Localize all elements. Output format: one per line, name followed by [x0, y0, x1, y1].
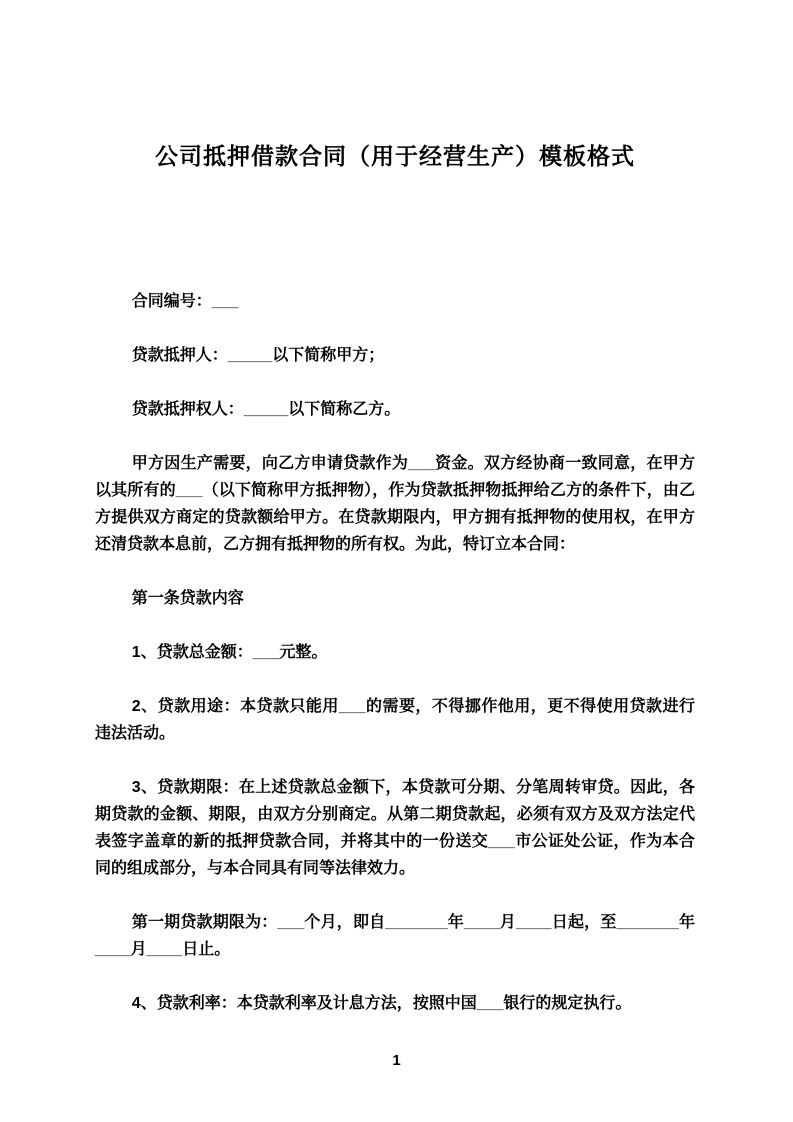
paragraph-clause-2-loan-purpose: 2、贷款用途：本贷款只能用___的需要，不得挪作他用，更不得使用贷款进行违法活动。 [95, 698, 695, 742]
paragraph-preamble: 甲方因生产需要，向乙方申请贷款作为___资金。双方经协商一致同意，在甲方以其所有的___（以下简称甲方抵押物），作为贷款抵押物抵押给乙方的条件下，由乙方提供双方商定的贷款额给甲方。在贷款期限内，甲方拥有抵押物的使用权，在甲方还清贷款本息前，乙方拥有抵押物的所有权。为此，特订立本合同： [95, 455, 695, 553]
page-number: 1 [392, 1052, 401, 1069]
paragraph-clause-4-loan-rate: 4、贷款利率：本贷款利率及计息方法，按照中国___银行的规定执行。 [131, 995, 632, 1012]
paragraph-first-term: 第一期贷款期限为：___个月，即自_______年____月____日起，至_______年____月____日止。 [95, 914, 695, 958]
paragraph-mortgagee: 贷款抵押权人：_____以下简称乙方。 [131, 401, 401, 418]
paragraph-clause-3-loan-term: 3、贷款期限：在上述贷款总金额下，本贷款可分期、分笔周转审贷。因此，各期贷款的金额、期限，由双方分别商定。从第二期贷款起，必须有双方及双方法定代表签字盖章的新的抵押贷款合同，并将其中的一份送交___市公证处公证，作为本合同的组成部分，与本合同具有同等法律效力。 [95, 779, 695, 877]
heading-article-1: 第一条贷款内容 [131, 590, 244, 607]
document-title: 公司抵押借款合同（用于经营生产）模板格式 [155, 143, 635, 169]
paragraph-clause-1-loan-amount: 1、贷款总金额：___元整。 [131, 644, 328, 661]
document-content [95, 142, 695, 1044]
paragraph-mortgagor: 贷款抵押人：_____以下简称甲方； [131, 347, 385, 364]
paragraph-contract-number: 合同编号：___ [131, 293, 239, 310]
